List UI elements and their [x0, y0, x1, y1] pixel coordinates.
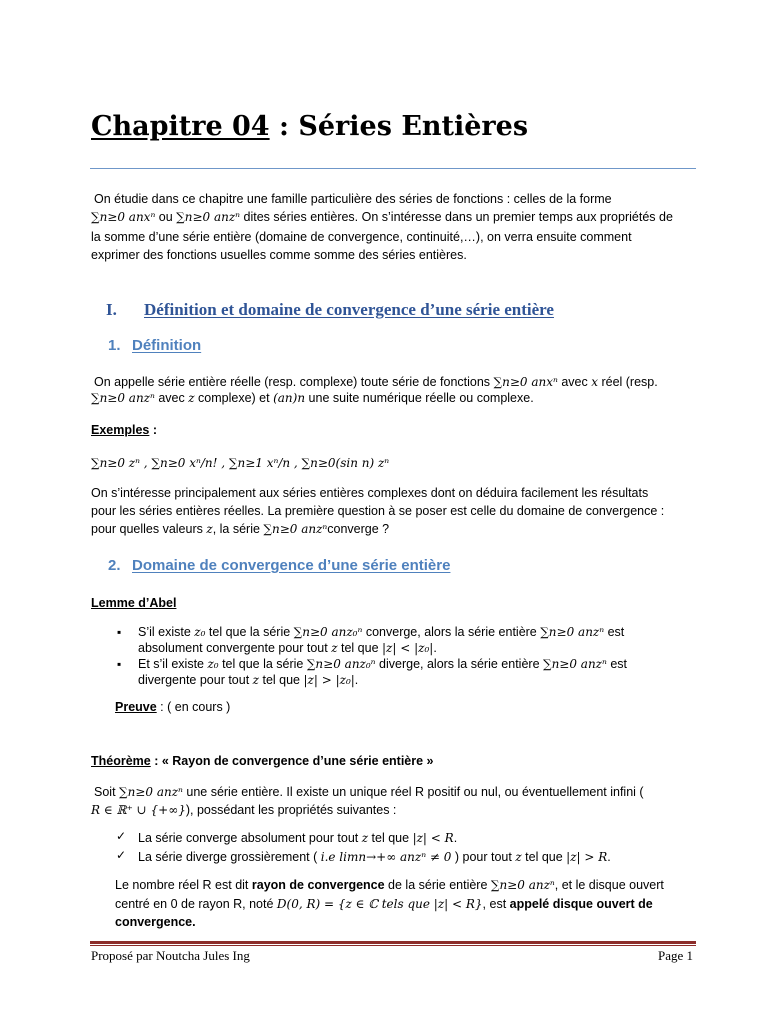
theorem-label: Théorème — [91, 754, 151, 768]
formula: ∑n≥0 anzⁿ — [263, 522, 328, 536]
text: S’il existe — [138, 625, 195, 639]
formula: ∑n≥0 anzⁿ — [543, 657, 607, 671]
section-heading — [106, 300, 554, 320]
examples-label: Exemples — [91, 423, 150, 437]
section-title: Définition et domaine de convergence d’une série entière — [144, 300, 554, 319]
text: Et s’il existe — [138, 657, 208, 671]
formula: ∑n≥0 anxⁿ — [493, 375, 558, 389]
text: tel que — [521, 850, 567, 864]
paragraph-line-2: pour les séries entières réelles. La première question à se poser est celle du domaine de convergence : — [91, 504, 665, 518]
lemma-heading: Lemme d’Abel — [91, 596, 177, 610]
footer-divider-thin — [90, 945, 696, 946]
intro-line-3: la somme d’une série entière (domaine de convergence, continuité,…), on verra ensuite comment — [91, 230, 632, 244]
text: est — [606, 657, 628, 671]
text: de la série entière — [384, 878, 491, 892]
subsection-number: 1. — [108, 337, 121, 354]
formula: z — [252, 673, 259, 687]
lemma-item-2-line-2 — [138, 671, 358, 690]
formula: |z| < R — [412, 831, 454, 845]
footer-author: Proposé par Noutcha Jules Ing — [91, 948, 250, 963]
formula: ∑n≥0 anzⁿ — [119, 785, 183, 799]
proof-label: Preuve — [115, 700, 157, 714]
text: absolument convergente pour tout — [138, 641, 332, 655]
proof-status: : ( en cours ) — [156, 700, 231, 714]
text: ou — [155, 210, 177, 224]
text: Soit — [94, 785, 120, 799]
disk-term: convergence. — [115, 915, 196, 929]
formula: z₀ — [207, 657, 219, 671]
formula: ∑n≥0 anz₀ⁿ — [306, 657, 376, 671]
section-number: I. — [106, 300, 117, 319]
chapter-title: : Séries Entières — [269, 111, 529, 142]
formula: ∑n≥0 anzⁿ — [91, 391, 155, 405]
text: avec — [154, 391, 189, 405]
text: converge, alors la série entière — [362, 625, 541, 639]
bullet-icon: ▪ — [117, 657, 122, 671]
radius-term: rayon de convergence — [251, 878, 385, 892]
formula: R ∈ ℝ⁺ ∪ {+∞} — [91, 803, 186, 817]
formula: ∑n≥0 anzⁿ — [176, 210, 241, 224]
theorem-property-1 — [138, 829, 457, 848]
formula: |z| > R — [566, 850, 608, 864]
formula: z — [361, 831, 369, 845]
text: ), possédant les propriétés suivantes : — [185, 803, 397, 817]
intro-line-4: exprimer des fonctions usuelles comme somme des séries entières. — [91, 248, 467, 262]
text: pour quelles valeurs — [91, 522, 207, 536]
text: tel que la série — [205, 625, 294, 639]
text: complexe) et — [194, 391, 274, 405]
text: divergente pour tout — [138, 673, 253, 687]
formula: D(0, R) = {z ∈ ℂ tels que |z| < R} — [276, 897, 483, 911]
intro-line-2 — [91, 208, 673, 227]
formula: ∑n≥0 anz₀ⁿ — [293, 625, 363, 639]
paragraph-line-3 — [91, 520, 389, 539]
examples-heading — [91, 421, 157, 440]
text: On appelle série entière réelle (resp. complexe) toute série de fonctions — [94, 375, 494, 389]
formula: (an)n — [273, 391, 306, 405]
text: avec — [557, 375, 592, 389]
page-title — [91, 111, 528, 142]
proof-line — [115, 698, 230, 717]
radius-line-2 — [115, 895, 653, 914]
chapter-number: Chapitre 04 — [91, 111, 270, 142]
text: tel que — [337, 641, 382, 655]
text: réel (resp. — [597, 375, 658, 389]
formula: |z| > |z₀| — [303, 673, 355, 687]
formula: ∑n≥0 anzⁿ — [490, 878, 555, 892]
formula: i.e limn→+∞ anzⁿ ≠ 0 — [320, 850, 452, 864]
formula: x — [591, 375, 598, 389]
formula: z — [331, 641, 338, 655]
text: , la série — [212, 522, 264, 536]
page-number: Page 1 — [657, 948, 693, 963]
checkmark-icon: ✓ — [116, 829, 127, 843]
subsection-title: Définition — [132, 337, 202, 354]
examples-formulas — [91, 454, 389, 473]
bullet-icon: ▪ — [117, 625, 122, 639]
text: , et le disque ouvert — [554, 878, 664, 892]
text: : — [149, 423, 158, 437]
paragraph-line-1: On s’intéresse principalement aux séries entières complexes dont on déduira facilement les résultats — [91, 486, 649, 500]
formula: ∑n≥0 anzⁿ — [540, 625, 605, 639]
radius-line-1 — [115, 876, 664, 895]
formula: z — [188, 391, 195, 405]
theorem-title: : « Rayon de convergence d’une série entière » — [150, 754, 434, 768]
text: . — [453, 831, 458, 845]
formula: |z| < |z₀| — [382, 641, 434, 655]
text: , est — [482, 897, 510, 911]
text: tel que — [259, 673, 304, 687]
text: . — [354, 673, 359, 687]
text: diverge, alors la série entière — [375, 657, 543, 671]
subsection-heading-2 — [108, 557, 450, 574]
text: converge ? — [327, 522, 390, 536]
checkmark-icon: ✓ — [116, 848, 127, 862]
text: ) pour tout — [451, 850, 516, 864]
radius-line-3 — [115, 913, 196, 932]
text: La série diverge grossièrement ( — [138, 850, 321, 864]
text: tel que — [368, 831, 413, 845]
text: . — [433, 641, 437, 655]
formula: ∑n≥0 anxⁿ — [91, 210, 156, 224]
theorem-line-1 — [94, 783, 644, 802]
text: une série entière. Il existe un unique réel R positif ou nul, ou éventuellement infini ( — [182, 785, 644, 799]
text: est — [604, 625, 625, 639]
text: tel que la série — [218, 657, 307, 671]
subsection-heading-1 — [108, 337, 201, 354]
subsection-number: 2. — [108, 557, 121, 574]
text: . — [607, 850, 611, 864]
formula: ∑n≥0 zⁿ , ∑n≥0 xⁿ/n! , ∑n≥1 xⁿ/n , ∑n≥0(sin n) zⁿ — [91, 456, 390, 470]
text: Le nombre réel R est dit — [115, 878, 252, 892]
text: centré en 0 de rayon R, noté — [115, 897, 277, 911]
text: dites séries entières. On s’intéresse dans un premier temps aux propriétés de — [240, 210, 673, 224]
footer-divider — [90, 941, 696, 944]
formula: z — [515, 850, 522, 864]
theorem-heading — [91, 752, 434, 771]
formula: z₀ — [194, 625, 206, 639]
title-divider — [90, 168, 696, 169]
formula: z — [206, 522, 213, 536]
theorem-line-2 — [91, 801, 396, 820]
disk-term: appelé disque ouvert de — [509, 897, 653, 911]
theorem-property-2 — [138, 848, 611, 867]
text: La série converge absolument pour tout — [138, 831, 362, 845]
definition-line-2 — [91, 389, 534, 408]
text: une suite numérique réelle ou complexe. — [305, 391, 534, 405]
intro-line-1: On étudie dans ce chapitre une famille particulière des séries de fonctions : celles de la forme — [94, 192, 612, 206]
subsection-title: Domaine de convergence d’une série entière — [132, 557, 451, 574]
